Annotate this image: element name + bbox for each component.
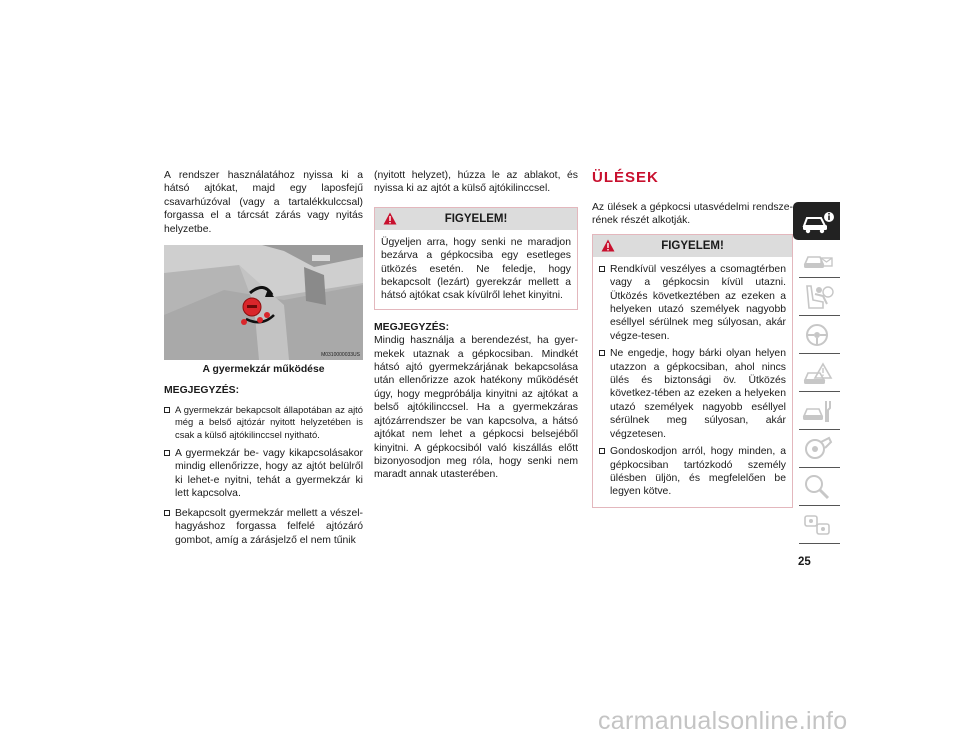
warning-crash-icon (801, 358, 835, 388)
page-number: 25 (798, 556, 811, 568)
dashboard-message-icon (801, 244, 835, 274)
intro-paragraph: Az ülések a gépkocsi utasvédelmi rendsze-rének részét alkotják. (592, 202, 793, 227)
warning-bullet-text: Gondoskodjon arról, hogy minden, a gépkocsiban tartózkodó személy ülésben üljön, és megfelelően be legyen kötve. (610, 446, 786, 498)
middle-column (374, 169, 578, 482)
warning-bullet (599, 445, 786, 499)
side-tab-starting-operating[interactable] (793, 316, 840, 354)
side-tab-multimedia[interactable] (793, 506, 840, 544)
note-bullet-text: A gyermekzár be- vagy kikapcsolásakor mindig ellenőrizze, hogy az ajtót belülről ki lehet-e nyitni, tehát a gyermekzár ki lett kapcsolva. (175, 448, 363, 500)
left-column (164, 169, 363, 547)
warning-title: FIGYELEM! (661, 239, 724, 252)
side-tab-emergency[interactable] (793, 354, 840, 392)
side-tab-car-info[interactable] (793, 202, 840, 240)
warning-header (375, 208, 577, 230)
watermark: carmanualsonline.info (598, 707, 848, 735)
car-tools-icon (801, 396, 835, 426)
wrench-car-icon (801, 434, 835, 464)
checkbox-bullet-icon (164, 450, 170, 456)
warning-bullet (599, 347, 786, 441)
languages-icon (801, 510, 835, 540)
checkbox-bullet-icon (164, 510, 170, 516)
child-lock-figure (164, 245, 363, 360)
steering-wheel-icon (801, 320, 835, 350)
note-bullet (164, 404, 363, 441)
note-bullet-text: Bekapcsolt gyermekzár mellett a vészel-hagyáshoz forgassa felfelé ajtózáró gombot, amíg a zárásjelző el nem tűnik (175, 507, 363, 546)
search-icon (801, 472, 835, 502)
warning-title: FIGYELEM! (444, 212, 508, 225)
checkbox-bullet-icon (599, 266, 605, 272)
side-tab-technical[interactable] (793, 430, 840, 468)
note-bullet (164, 447, 363, 501)
figure-caption: A gyermekzár működése (202, 364, 325, 376)
side-tab-instrument-cluster[interactable] (793, 240, 840, 278)
warning-triangle-icon (601, 239, 615, 252)
section-heading: ÜLÉSEK (592, 169, 659, 186)
side-tab-servicing[interactable] (793, 392, 840, 430)
warning-bullet (599, 263, 786, 343)
note-bullet (164, 507, 363, 547)
warning-box (374, 207, 578, 310)
intro-paragraph: A rendszer használatához nyissa ki a hátsó ajtókat, majd egy laposfejű csavarhúzóval (vagy a tartalékkulccsal) forgassa el a tárcsát zárás vagy nyitás helyzetbe. (164, 170, 363, 235)
warning-header (593, 235, 792, 257)
checkbox-bullet-icon (599, 350, 605, 356)
warning-list (593, 257, 792, 507)
right-column (592, 169, 793, 508)
checkbox-bullet-icon (164, 407, 170, 413)
note-bullet-text: A gyermekzár bekapcsolt állapotában az ajtó még a belső ajtózár nyitott helyzetében is csak a külső ajtókilinccsel nyitható. (175, 403, 363, 440)
figure-code: M0310000033US (321, 352, 360, 359)
side-tab-safety[interactable] (793, 278, 840, 316)
note-heading: MEGJEGYZÉS: (164, 385, 240, 397)
warning-bullet-text: Ne engedje, hogy bárki olyan helyen utazzon a gépkocsiban, ahol nincs ülés és biztonsági öv. Ütközés következ-tében az ezeken a helyeken utazó személyek nagyobb eséllyel sérülnek meg súlyosan, akár végzetesen. (610, 348, 786, 440)
note-heading: MEGJEGYZÉS: (374, 321, 450, 333)
warning-triangle-icon (383, 212, 397, 225)
note-paragraph: Mindig használja a berendezést, ha gyer-mekek utaznak a gépkocsiban. Mindkét hátsó ajtó gyermekzárjának bekapcsolása után ellenőrizze azok hatékony működését úgy, hogy megpróbálja kinyitni az ajtókat a belső ajtókilinccsel. Ha a gyermekzáras ajtózárrendszer be van kapcsolva, a hátsó ajtókat nem lehet a gépkocsi belsejéből kinyitni. A gépkocsiból való kiszállás előtt bizonyosodjon meg róla, hogy senki nem maradt annak utasterében. (374, 335, 578, 481)
checkbox-bullet-icon (599, 448, 605, 454)
warning-box (592, 234, 793, 508)
car-info-icon (801, 206, 835, 236)
door-lock-illustration (164, 245, 363, 360)
continuation-paragraph: (nyitott helyzet), húzza le az ablakot, és nyissa ki az ajtót a külső ajtókilinccsel. (374, 170, 578, 195)
side-tab-index[interactable] (793, 468, 840, 506)
airbag-seat-icon (801, 282, 835, 312)
warning-text: Ügyeljen arra, hogy senki ne maradjon bezárva a gépkocsiba egy esetleges ütközés esetén. Ne feledje, hogy bekapcsolt (lezárt) gyerekzár mellett a hátsó ajtókat csak kívülről lehet kinyitni. (381, 236, 571, 302)
warning-bullet-text: Rendkívül veszélyes a csomagtérben vagy a gépkocsin kívül utazni. Ütközés következtében az ezeken a helyeken utazó személyek nagyobb eséllyel sérülnek meg súlyosan, akár végze-tesen. (610, 263, 786, 342)
